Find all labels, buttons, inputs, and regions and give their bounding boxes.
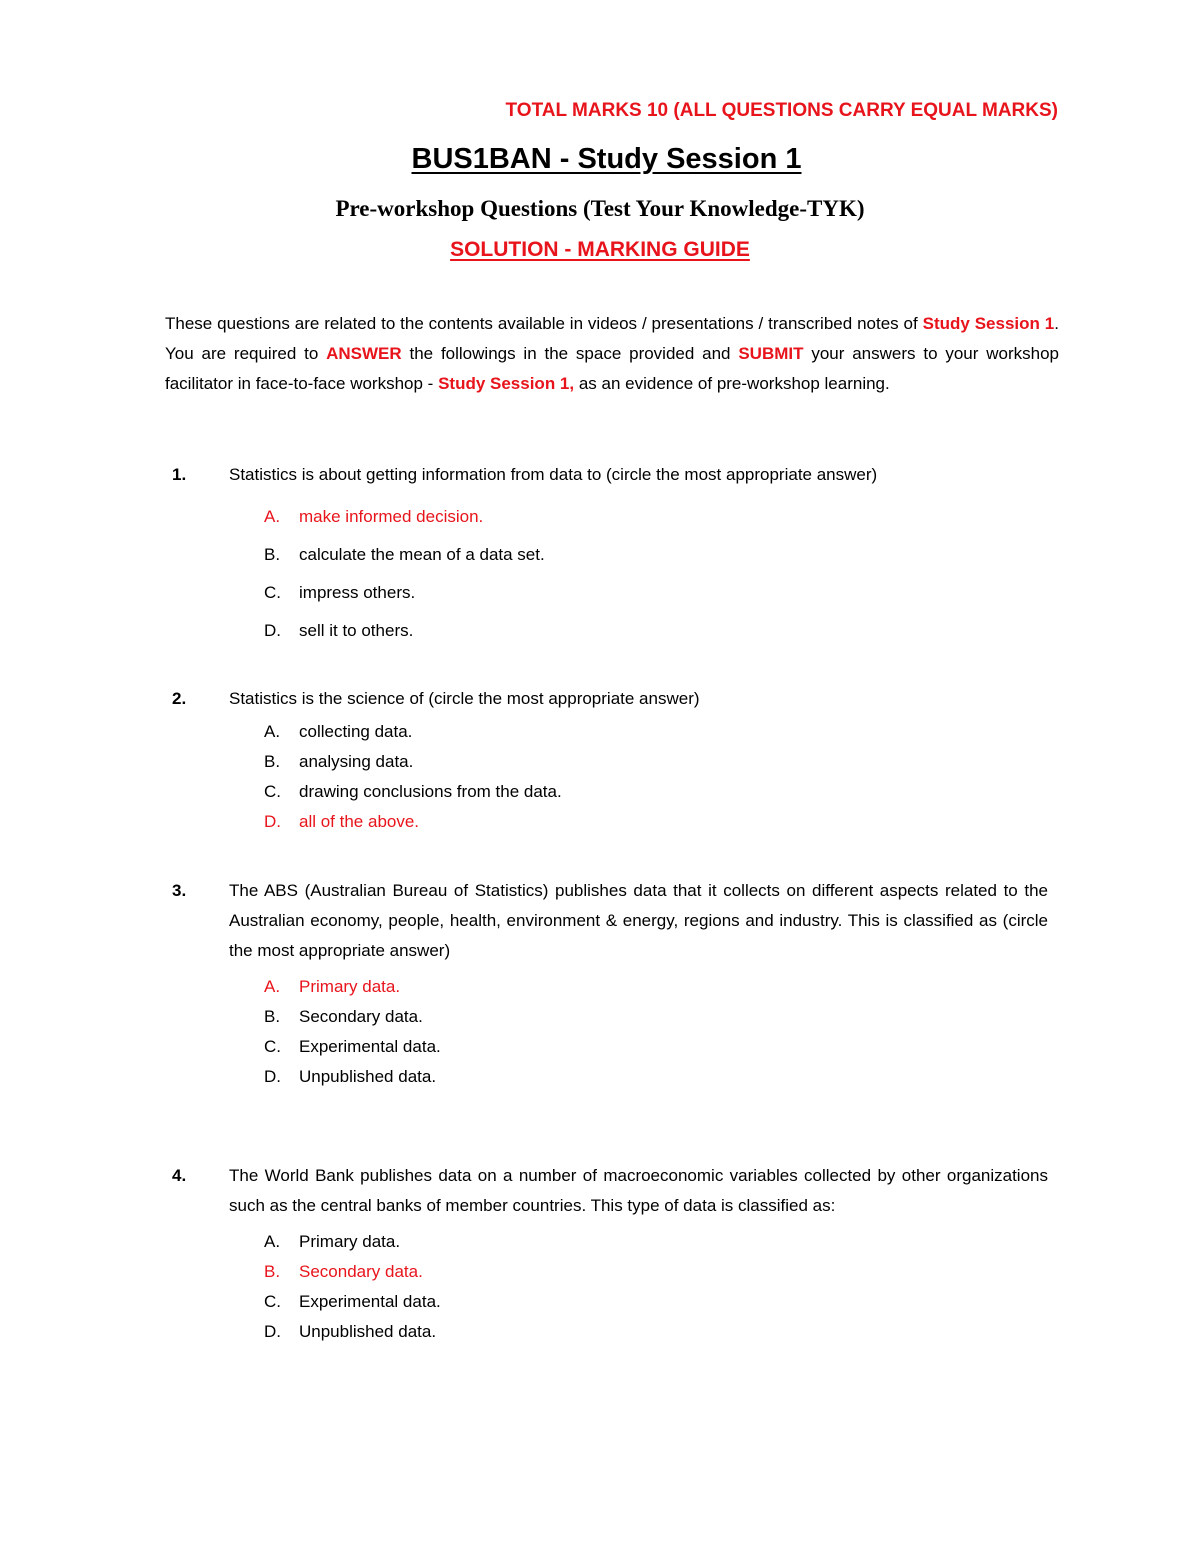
option-d[interactable] [264, 1317, 1048, 1347]
course-title: BUS1BAN - Study Session 1 [411, 143, 802, 175]
option-letter: B. [264, 752, 281, 771]
question-number: 4. [172, 1166, 187, 1185]
option-a-correct[interactable] [264, 972, 1048, 1002]
question-text: The ABS (Australian Bureau of Statistics) publishes data that it collects on different aspects related to the Australian economy, people, health, environment & energy, regions and industry. This is classified as (circle the most appropriate answer) [229, 881, 1048, 960]
option-text: Primary data. [299, 1232, 401, 1251]
option-letter: C. [264, 782, 281, 801]
answer-options [264, 498, 1048, 650]
option-text: Experimental data. [299, 1292, 441, 1311]
marking-guide-title: SOLUTION - MARKING GUIDE [450, 238, 750, 261]
question-text: The World Bank publishes data on a number of macroeconomic variables collected by other organizations such as the central banks of member countries. This type of data is classified as: [229, 1166, 1048, 1215]
answer-options [264, 1227, 1048, 1347]
total-marks-heading: TOTAL MARKS 10 (ALL QUESTIONS CARRY EQUAL MARKS) [505, 100, 1058, 121]
question-text: Statistics is about getting information from data to (circle the most appropriate answer) [229, 465, 878, 484]
option-letter: D. [264, 1322, 281, 1341]
option-text: Unpublished data. [299, 1067, 437, 1086]
option-text: impress others. [299, 583, 416, 602]
option-letter: D. [264, 1067, 281, 1086]
question-4 [172, 1161, 1048, 1347]
option-text: Secondary data. [299, 1262, 423, 1281]
option-d[interactable] [264, 612, 1048, 650]
option-letter: A. [264, 722, 281, 741]
option-b[interactable] [264, 747, 1048, 777]
option-letter: D. [264, 812, 281, 831]
intro-text-3: the followings in the space provided and [401, 344, 739, 363]
option-text: sell it to others. [299, 621, 414, 640]
option-text: collecting data. [299, 722, 413, 741]
intro-highlight-answer: ANSWER [326, 344, 402, 363]
option-text: analysing data. [299, 752, 414, 771]
option-c[interactable] [264, 574, 1048, 612]
option-text: all of the above. [299, 812, 420, 831]
question-1 [172, 460, 1048, 650]
option-letter: C. [264, 1292, 281, 1311]
option-letter: A. [264, 977, 281, 996]
intro-text-5: as an evidence of pre-workshop learning. [574, 374, 890, 393]
option-letter: B. [264, 1007, 281, 1026]
option-letter: C. [264, 1037, 281, 1056]
intro-paragraph [165, 309, 1059, 399]
question-3 [172, 876, 1048, 1092]
intro-highlight-study-session-2: Study Session 1, [438, 374, 575, 393]
intro-highlight-submit: SUBMIT [738, 344, 804, 363]
option-text: Secondary data. [299, 1007, 423, 1026]
intro-highlight-study-session: Study Session 1 [922, 314, 1055, 333]
answer-options [264, 972, 1048, 1092]
option-text: make informed decision. [299, 507, 484, 526]
intro-text-4: your answers to your workshop facilitator in face-to-face workshop - [165, 344, 1060, 393]
option-letter: D. [264, 621, 281, 640]
question-number: 3. [172, 881, 187, 900]
option-c[interactable] [264, 777, 1048, 807]
option-letter: A. [264, 507, 281, 526]
option-d-correct[interactable] [264, 807, 1048, 837]
question-number: 2. [172, 689, 187, 708]
option-a-correct[interactable] [264, 498, 1048, 536]
option-text: Primary data. [299, 977, 401, 996]
option-a[interactable] [264, 717, 1048, 747]
option-c[interactable] [264, 1287, 1048, 1317]
option-text: Experimental data. [299, 1037, 441, 1056]
option-b-correct[interactable] [264, 1257, 1048, 1287]
option-b[interactable] [264, 536, 1048, 574]
question-text: Statistics is the science of (circle the most appropriate answer) [229, 689, 700, 708]
intro-text-2: . You are required to [165, 314, 1059, 363]
option-letter: C. [264, 583, 281, 602]
option-c[interactable] [264, 1032, 1048, 1062]
intro-text-1: These questions are related to the contents available in videos / presentations / transcribed notes of [165, 314, 923, 333]
option-d[interactable] [264, 1062, 1048, 1092]
option-text: drawing conclusions from the data. [299, 782, 562, 801]
option-letter: B. [264, 1262, 281, 1281]
option-letter: B. [264, 545, 281, 564]
question-number: 1. [172, 465, 187, 484]
option-text: Unpublished data. [299, 1322, 437, 1341]
option-b[interactable] [264, 1002, 1048, 1032]
question-2 [172, 684, 1048, 837]
option-text: calculate the mean of a data set. [299, 545, 545, 564]
option-a[interactable] [264, 1227, 1048, 1257]
option-letter: A. [264, 1232, 281, 1251]
subtitle: Pre-workshop Questions (Test Your Knowledge-TYK) [335, 196, 865, 221]
answer-options [264, 717, 1048, 837]
